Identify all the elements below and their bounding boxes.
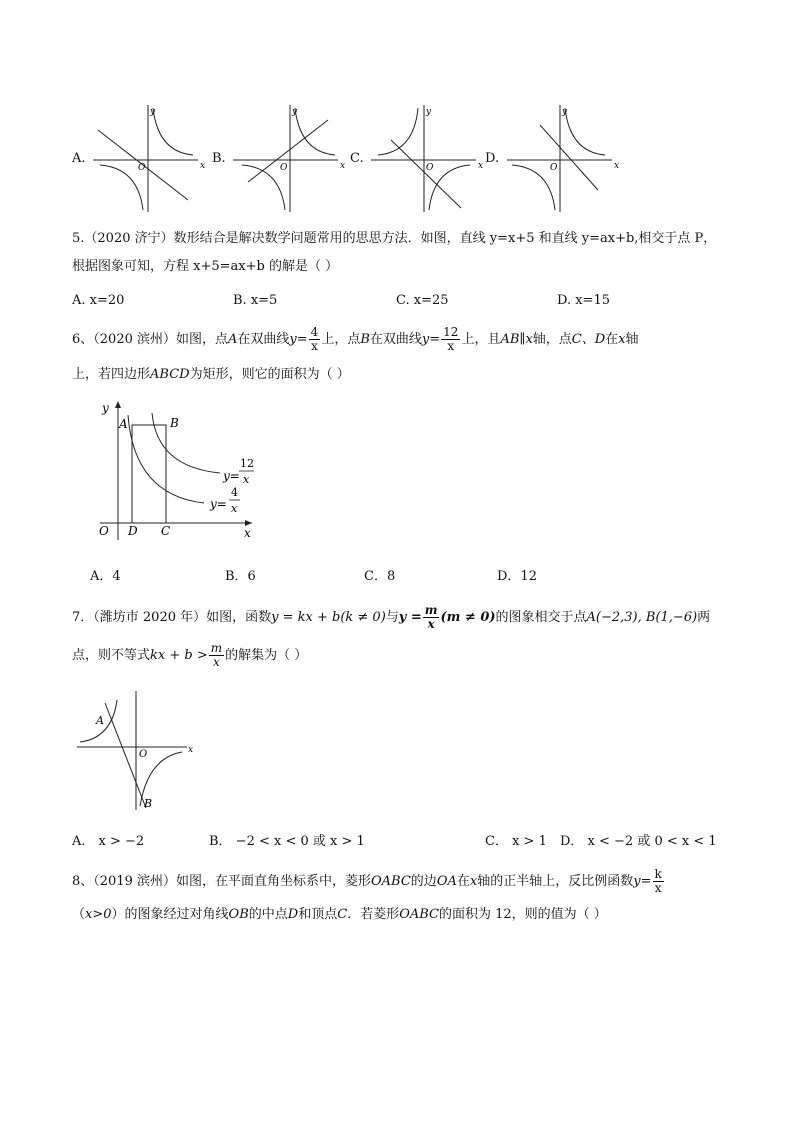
q6-graph-d: D [128,524,138,538]
q7-option-c[interactable]: C． x > 1 [485,834,547,849]
q4-a-origin: O [138,163,146,173]
q7-suffix: 两 [697,610,711,625]
q6-mid2: 上，点 [321,332,361,347]
q6-line2-b: 为矩形，则它的面积为（ ） [189,367,350,382]
q6-graph-bot-den: x [231,502,238,515]
q7-ineq-fraction [209,642,224,669]
q6-option-b[interactable]: B．6 [225,569,256,584]
q4-a-y-label: y [150,107,156,117]
q8-xa: x [469,874,478,889]
q7-line2 [72,642,307,669]
q4-b-origin: O [280,163,288,173]
q5-option-b[interactable]: B. x=5 [233,293,278,308]
q4-d-origin: O [550,163,558,173]
q8-eq: = [640,874,652,889]
q4-b-x-label: x [340,161,346,171]
q6-graph-top-den: x [243,473,250,486]
q8-kx: x [654,881,662,895]
q7-graph-x: x [188,745,194,755]
q6-ab: AB [500,332,520,347]
q6-graph-top-y: y= [223,469,240,483]
q8-line2 [72,906,607,924]
q8-oabc2: OABC [399,907,439,922]
q4-graph-b [228,100,348,215]
q7-f2-fraction [423,604,440,631]
q8-k: k [654,867,662,881]
q4-graph-d [502,100,622,215]
q6-eq2-eq: = [429,332,441,347]
q4-option-a-label[interactable]: A. [72,151,86,166]
q6-graph-y: y [102,401,109,415]
q6-graph [92,395,262,545]
q6-option-d[interactable]: D．12 [497,569,537,584]
q6-fraction-4-over-x [309,326,321,353]
q8-line2-b: ）的图象经过对角线 [111,907,229,922]
q8-line2-c: 的中点 [248,907,288,922]
q8-mid1: 的边 [410,874,437,889]
q6-point-a: A [228,332,238,347]
q6-graph-c: C [161,524,171,538]
q6-graph-b: B [170,416,179,430]
q6-option-c[interactable]: C．8 [364,569,396,584]
q6-prefix: 6、（2020 滨州）如图，点 [72,332,228,347]
q5-line2: 根据图象可知，方程 x+5=ax+b 的解是（ ） [72,259,339,274]
q6-option-a[interactable]: A．4 [90,569,121,584]
q6-eq1-y: y [289,332,297,347]
q6-graph-bot-num: 4 [231,486,238,499]
q7-prefix: 7．（潍坊市 2020 年）如图，函数 [72,610,272,625]
q8-ob: OB [228,907,249,922]
q8-line1 [72,868,665,895]
q7-option-b[interactable]: B． −2 < x < 0 或 x > 1 [209,834,365,849]
q4-b-y-label: y [292,107,298,117]
q6-graph-x: x [244,526,251,540]
q7-ineq: kx + b > [150,648,208,663]
q8-fraction-k-over-x [653,868,664,895]
q6-frac1-num: 4 [310,325,319,339]
q8-cond: x>0 [85,907,112,922]
q4-d-y-label: y [562,107,568,117]
q6-fraction-12-over-x [441,326,460,353]
q6-frac2-den: x [447,339,455,353]
q6-line2 [72,366,350,384]
q8-oa: OA [436,874,457,889]
q8-mid2: 在 [456,874,470,889]
q7-option-d[interactable]: D． x < −2 或 0 < x < 1 [560,834,717,849]
q4-option-b-label[interactable]: B. [212,151,226,166]
q7-option-a[interactable]: A． x > −2 [72,834,145,849]
q7-with: 与 [385,610,399,625]
q6-graph-top-num: 12 [240,457,254,470]
q4-c-origin: O [426,163,434,173]
q6-eq2-y: y [421,332,430,347]
q6-mid5: 轴，点 [532,332,572,347]
q8-line2-e: ．若菱形 [347,907,400,922]
q7-f2-den: x [427,617,435,631]
q6-abcd: ABCD [150,367,190,382]
q6-line2-a: 上，若四边形 [72,367,151,382]
q7-f2-cond: (m ≠ 0) [440,610,496,625]
q6-xaxis: x [525,332,533,347]
q8-prefix: 8、（2019 滨州）如图，在平面直角坐标系中，菱形 [72,874,371,889]
q7-line2-a: 点，则不等式 [72,648,151,663]
q6-line1 [72,326,639,353]
q7-graph-a: A [96,714,104,727]
q6-frac1-den: x [311,339,318,353]
q4-graph-c [366,100,486,215]
q6-mid4: 上，且 [461,332,501,347]
q8-line2-d: 和顶点 [298,907,338,922]
q4-graph-a [88,100,208,215]
q7-graph-o: O [139,749,148,760]
q8-line2-f: 的面积为 12，则的值为（ ） [438,907,607,922]
q8-oabc: OABC [371,874,411,889]
q4-c-y-label: y [426,107,432,117]
q5-option-a[interactable]: A. x=20 [72,293,125,308]
q7-line1 [72,604,710,631]
q8-line2-a: （ [72,907,86,922]
q7-ineq-num: m [210,641,223,655]
q6-mid1: 在双曲线 [237,332,290,347]
q6-mid6: 在 [605,332,619,347]
q4-option-c-label[interactable]: C. [350,151,364,166]
q6-graph-bot-y: y= [210,497,227,511]
q4-option-d-label[interactable]: D. [485,151,500,166]
q8-y: y [633,874,641,889]
q6-mid3: 在双曲线 [369,332,422,347]
q4-a-x-label: x [200,161,206,171]
q7-points: A(−2,3), B(1,−6) [586,610,698,625]
q8-d: D [287,907,299,922]
q6-par: ∥ [519,332,526,347]
q7-graph-b: B [144,797,153,810]
q7-f2-y: y = [398,610,422,625]
q4-c-x-label: x [478,161,484,171]
q6-cd: C、D [571,332,606,347]
q7-ineq-den: x [213,655,220,669]
q4-d-x-label: x [614,161,620,171]
q7-mid: 的图象相交于点 [495,610,587,625]
q6-mid7: 轴 [625,332,639,347]
q7-line2-b: 的解集为（ ） [225,648,308,663]
q5-option-c[interactable]: C. x=25 [396,293,449,308]
q6-graph-a: A [119,417,128,431]
q6-graph-o: O [99,524,109,538]
q5-option-d[interactable]: D. x=15 [557,293,610,308]
q7-f2-num: m [424,603,438,617]
q4-options [0,95,794,215]
q8-c: C [337,907,348,922]
q7-f1: y = kx + b(k ≠ 0) [271,610,386,625]
q5-line1: 5.（2020 济宁）数形结合是解决数学问题常用的思思方法．如图，直线 y=x+5 和直线 y=ax+b,相交于点 P， [72,231,717,246]
q6-eq1-eq: = [296,332,308,347]
q6-point-b: B [360,332,370,347]
q6-xaxis2: x [618,332,626,347]
q6-frac2-num: 12 [443,325,459,339]
q8-mid3: 轴的正半轴上，反比例函数 [477,874,634,889]
q7-graph [72,688,197,813]
